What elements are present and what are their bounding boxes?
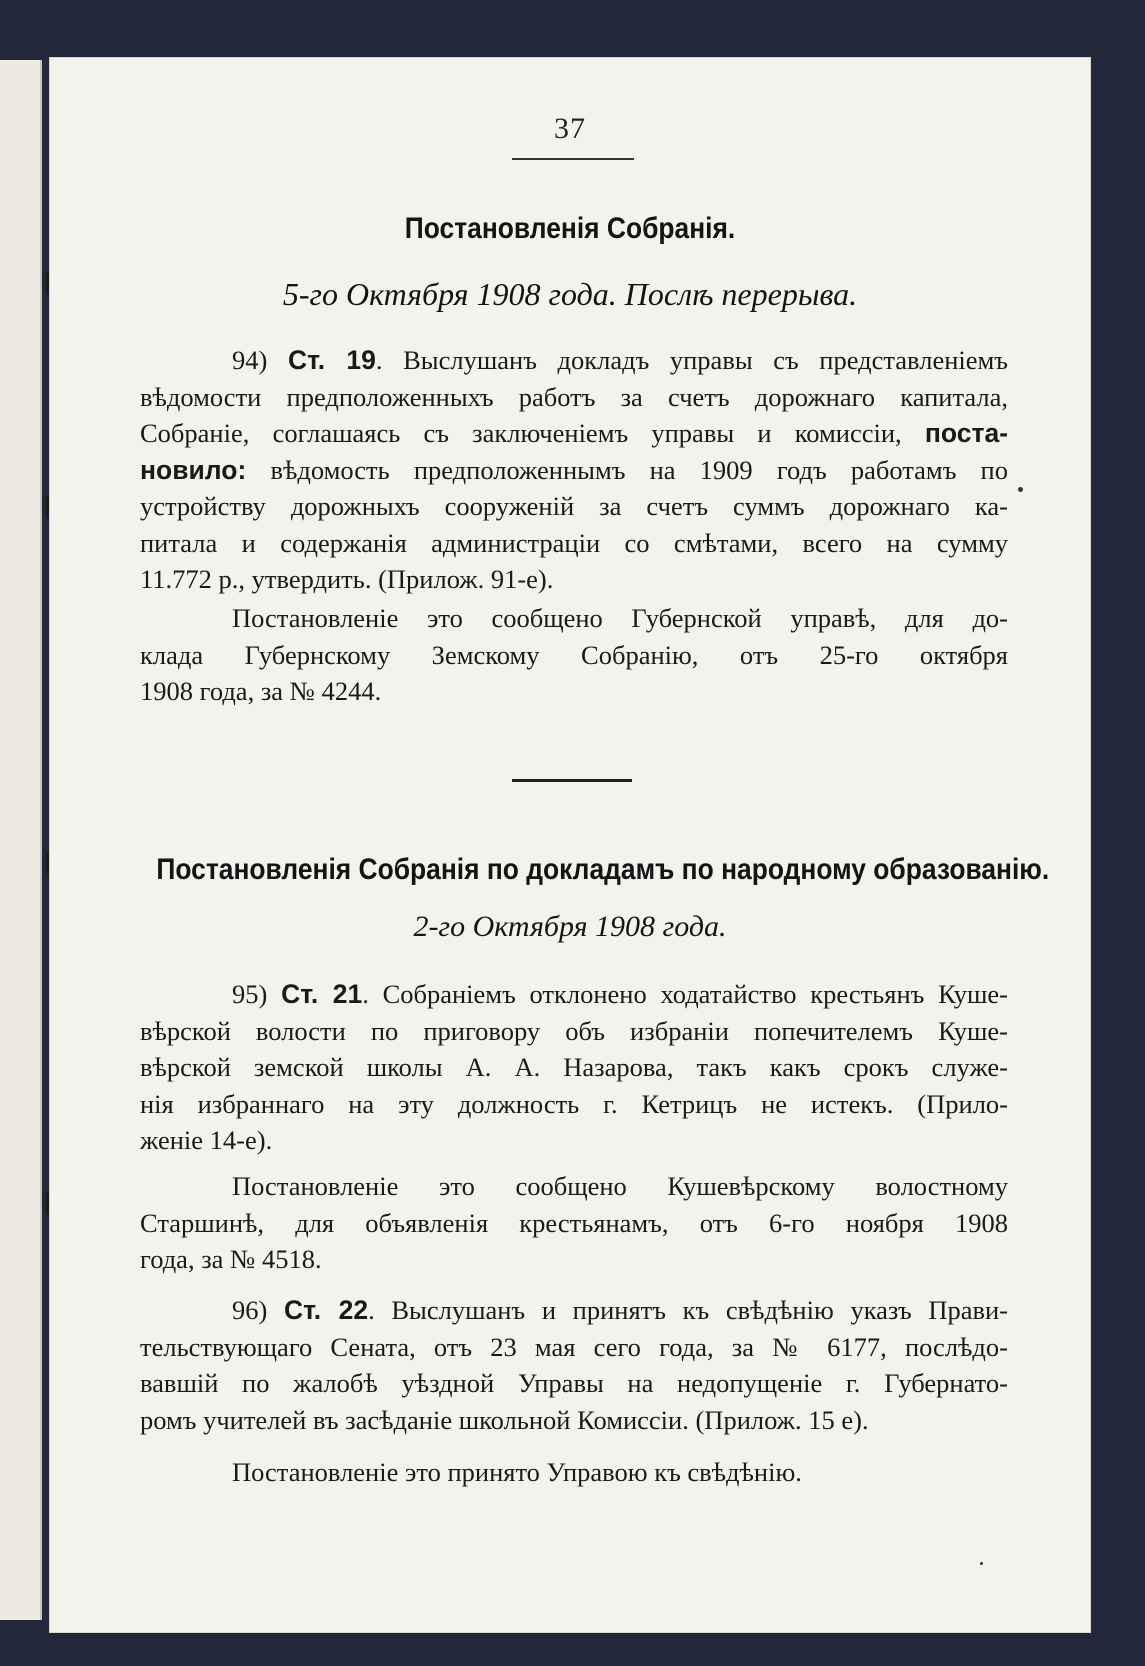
page-number-rule	[512, 158, 634, 160]
resolution-number: 94)	[232, 345, 268, 375]
resolution-95: 95) Ст. 21. Собраніемъ отклонено ходатайство крестьянъ Куше- вѣрской волости по приговору объ избраніи попечителемъ Куше- вѣрской земской школы А. А. Назарова, такъ какъ срокъ служе- нія избраннаго на эту должность г. Кетрицъ не истекъ. (Прило- женіе 14-е).	[140, 979, 1009, 1155]
ink-speck	[980, 1562, 983, 1565]
resolution-96: 96) Ст. 22. Выслушанъ и принятъ къ свѣдѣнію указъ Прави- тельствующаго Сената, отъ 23 мая сего года, за № 6177, послѣдо- вавшій по жалобѣ уѣздной Управы на недопущеніе г. Губернато- ромъ учителей въ засѣданіе школьной Комиссіи. (Прилож. 15 е).	[140, 1295, 1008, 1435]
section-heading: Постановленія Собранія.	[404, 212, 736, 245]
page-number: 37	[554, 112, 586, 145]
article-ref: Ст. 19	[287, 345, 376, 375]
education-section-heading: Постановленія Собранія по докладамъ по народному образованію.	[156, 853, 1050, 886]
resolution-94: 94) Ст. 19. Выслушанъ докладъ управы съ представленіемъ вѣдомости предположенныхъ работъ за счетъ дорожнаго капитала, Собраніе, соглашаясь съ заключеніемъ управы и комиссіи, поста- новило: вѣдомость предположеннымъ на 1909 годъ работамъ по устройству дорожныхъ сооруженій за счетъ суммъ дорожнаго ка- питала и содержанія администраціи со смѣтами, всего на сумму 11.772 р., утвердить. (Прилож. 91-е).	[140, 345, 1009, 594]
section-separator	[512, 779, 632, 782]
session-date-heading: 5-го Октября 1908 года. Послѣ перерыва.	[282, 276, 858, 312]
resolution-96-note: Постановленіе это принято Управою къ свѣдѣнію.	[232, 1457, 802, 1487]
resolution-number: 96)	[232, 1295, 268, 1325]
resolution-94-note: Постановленіе это сообщено Губернской управѣ, для до- клада Губернскому Земскому Собранію, отъ 25-го октября 1908 года, за № 4244.	[140, 603, 1008, 706]
article-ref: Ст. 22	[284, 1295, 369, 1325]
resolution-95-note: Постановленіе это сообщено Кушевѣрскому волостному Старшинѣ, для объявленія крестьянамъ, отъ 6-го ноября 1908 года, за № 4518.	[140, 1171, 1008, 1274]
resolution-number: 95)	[232, 979, 268, 1009]
ink-speck	[1018, 487, 1023, 492]
education-date-heading: 2-го Октября 1908 года.	[413, 910, 727, 943]
adjacent-page-edge	[0, 60, 42, 1620]
article-ref: Ст. 21	[281, 979, 363, 1009]
